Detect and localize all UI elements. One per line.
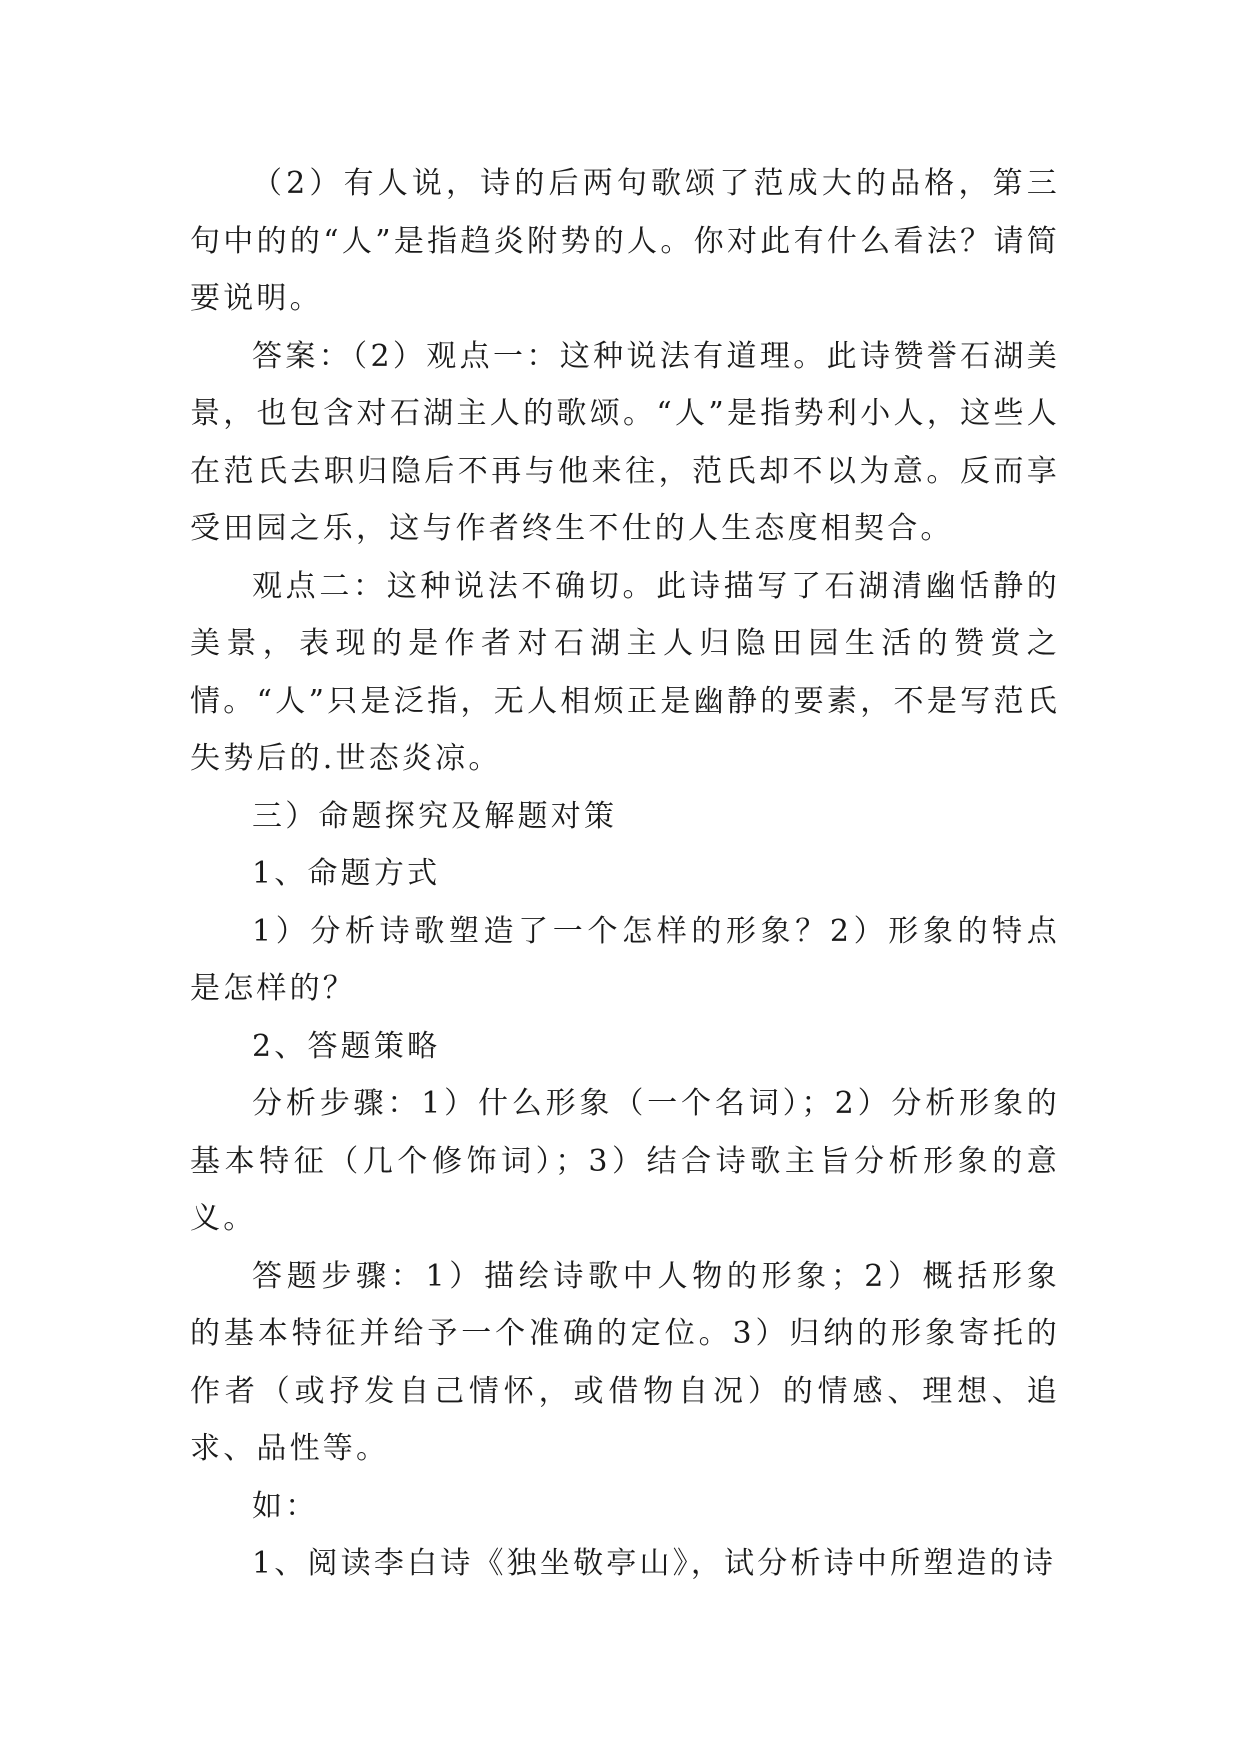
paragraph-example-1: 1、阅读李白诗《独坐敬亭山》，试分析诗中所塑造的诗 [252, 1546, 1057, 1581]
paragraph-answer-view-1: 答案：（2）观点一：这种说法有道理。此诗赞誉石湖美景，也包含对石湖主人的歌颂。“人”是指势利小人，这些人在范氏去职归隐后不再与他来往，范氏却不以为意。反而享受田园之乐，这与作者终生不仕的人生态度相契合。 [190, 338, 1060, 546]
paragraph-answer-view-2: 观点二：这种说法不确切。此诗描写了石湖清幽恬静的美景，表现的是作者对石湖主人归隐田园生活的赞赏之情。“人”只是泛指，无人相烦正是幽静的要素，不是写范氏失势后的.世态炎凉。 [190, 568, 1060, 776]
subheading-answer-strategy: 2、答题策略 [252, 1028, 441, 1064]
section-heading-3: 三）命题探究及解题对策 [252, 798, 618, 834]
document-body [190, 155, 1060, 1593]
paragraph-answer-steps: 答题步骤：1）描绘诗歌中人物的形象；2）概括形象的基本特征并给予一个准确的定位。3）归纳的形象寄托的作者（或抒发自己情怀，或借物自况）的情感、理想、追求、品性等。 [190, 1258, 1060, 1466]
paragraph-question-2: （2）有人说，诗的后两句歌颂了范成大的品格，第三句中的的“人”是指趋炎附势的人。你对此有什么看法？请简要说明。 [190, 166, 1060, 316]
subheading-question-style: 1、命题方式 [252, 856, 441, 891]
paragraph-question-style: 1）分析诗歌塑造了一个怎样的形象？2）形象的特点是怎样的？ [190, 913, 1060, 1006]
paragraph-analysis-steps: 分析步骤：1）什么形象（一个名词）；2）分析形象的基本特征（几个修饰词）；3）结合诗歌主旨分析形象的意义。 [190, 1086, 1060, 1236]
paragraph-example-label: 如： [252, 1488, 319, 1524]
